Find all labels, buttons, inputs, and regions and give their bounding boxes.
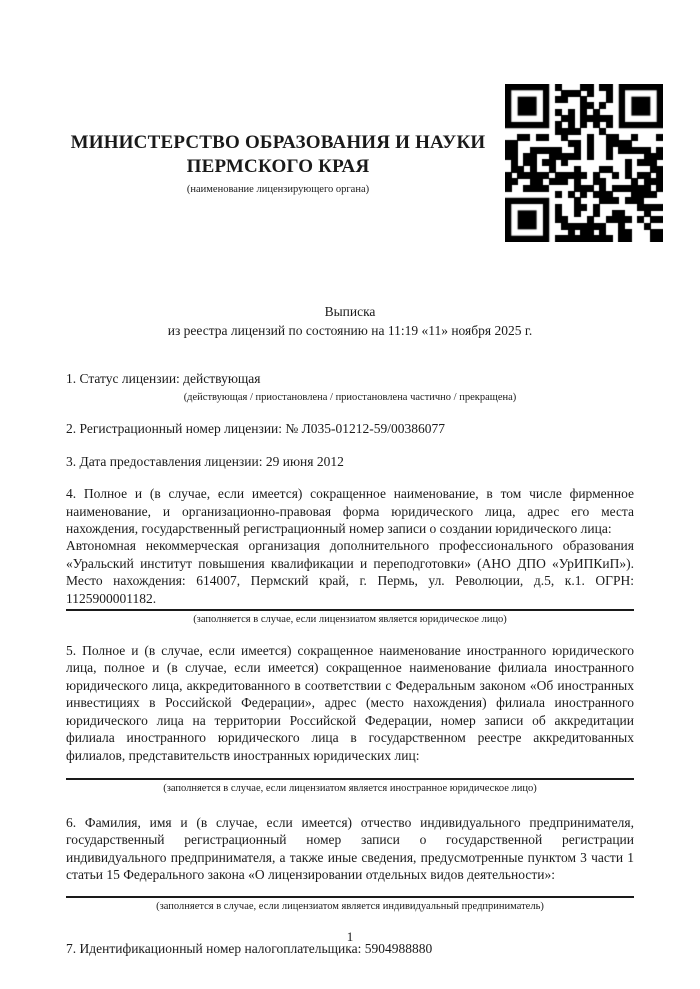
field-6-caption: (заполняется в случае, если лицензиатом является индивидуальный предприниматель)	[156, 900, 544, 912]
document-subtitle: из реестра лицензий по состоянию на 11:19 «11» ноября 2025 г.	[167, 323, 533, 338]
field-1-options-caption: (действующая / приостановлена / приостановлена частично / прекращена)	[183, 392, 517, 404]
page-number: 1	[346, 929, 354, 944]
document-title-block	[66, 302, 634, 340]
field-4-legal-entity-value: Автономная некоммерческая организация дополнительного профессионального образования «Уральский институт повышения квалификации и переподготовки» (АНО ДПО «УрИПКиП»). Место нахождения: 614007, Пермский край, г. Пермь, ул. Революции, д.5, к.1. ОГРН: 1125900001182.	[66, 538, 634, 606]
document-title: Выписка	[324, 304, 376, 319]
ministry-name-line1: МИНИСТЕРСТВО ОБРАЗОВАНИЯ И НАУКИ	[70, 132, 486, 153]
field-5-empty-value	[66, 764, 634, 776]
qr-code	[505, 84, 663, 242]
ministry-name-line2: ПЕРМСКОГО КРАЯ	[186, 156, 370, 177]
field-1-license-status: 1. Статус лицензии: действующая	[66, 371, 261, 386]
field-4-legal-entity-label: 4. Полное и (в случае, если имеется) сокращенное наименование, в том числе фирменное наименование, и организационно-правовая форма юридического лица, адрес его места нахождения, государственный регистрационный номер записи о создании юридического лица:	[66, 486, 634, 537]
ministry-caption: (наименование лицензирующего органа)	[186, 184, 370, 195]
field-4-fill-rule	[66, 609, 634, 611]
document-body	[66, 370, 634, 957]
ministry-name	[66, 131, 490, 179]
field-2-registration-number: 2. Регистрационный номер лицензии: № Л035-01212-59/00386077	[66, 421, 446, 437]
field-5-foreign-entity-label: 5. Полное и (в случае, если имеется) сокращенное наименование иностранного юридического лица, полное и (в случае, если имеется) сокращенное наименование филиала иностранного юридического лица, аккредитованного в соответствии с Федеральным законом «Об иностранных инвестициях в Российской Федерации», адрес (место нахождения) филиала иностранного юридического лица на территории Российской Федерации, номер записи об аккредитации филиала иностранного юридического лица в государственном реестре аккредитованных филиалов, представительств иностранных юридических лиц:	[66, 643, 634, 763]
field-5-fill-rule	[66, 778, 634, 780]
licensing-authority-header	[66, 131, 490, 196]
field-6-entrepreneur-label: 6. Фамилия, имя и (в случае, если имеется) отчество индивидуального предпринимателя, государственный регистрационный номер записи о государственной регистрации индивидуального предпринимателя, а также иные сведения, предусмотренные пунктом 3 части 1 статьи 15 Федерального закона «О лицензировании отдельных видов деятельности»:	[66, 814, 634, 883]
field-6-empty-value	[66, 884, 634, 894]
field-7-taxpayer-number: 7. Идентификационный номер налогоплательщика: 5904988880	[66, 940, 433, 956]
field-3-license-date: 3. Дата предоставления лицензии: 29 июня 2012	[66, 453, 344, 469]
field-6-fill-rule	[66, 896, 634, 898]
field-5-caption: (заполняется в случае, если лицензиатом является иностранное юридическое лицо)	[163, 782, 537, 794]
field-4-caption: (заполняется в случае, если лицензиатом является юридическое лицо)	[193, 614, 507, 626]
